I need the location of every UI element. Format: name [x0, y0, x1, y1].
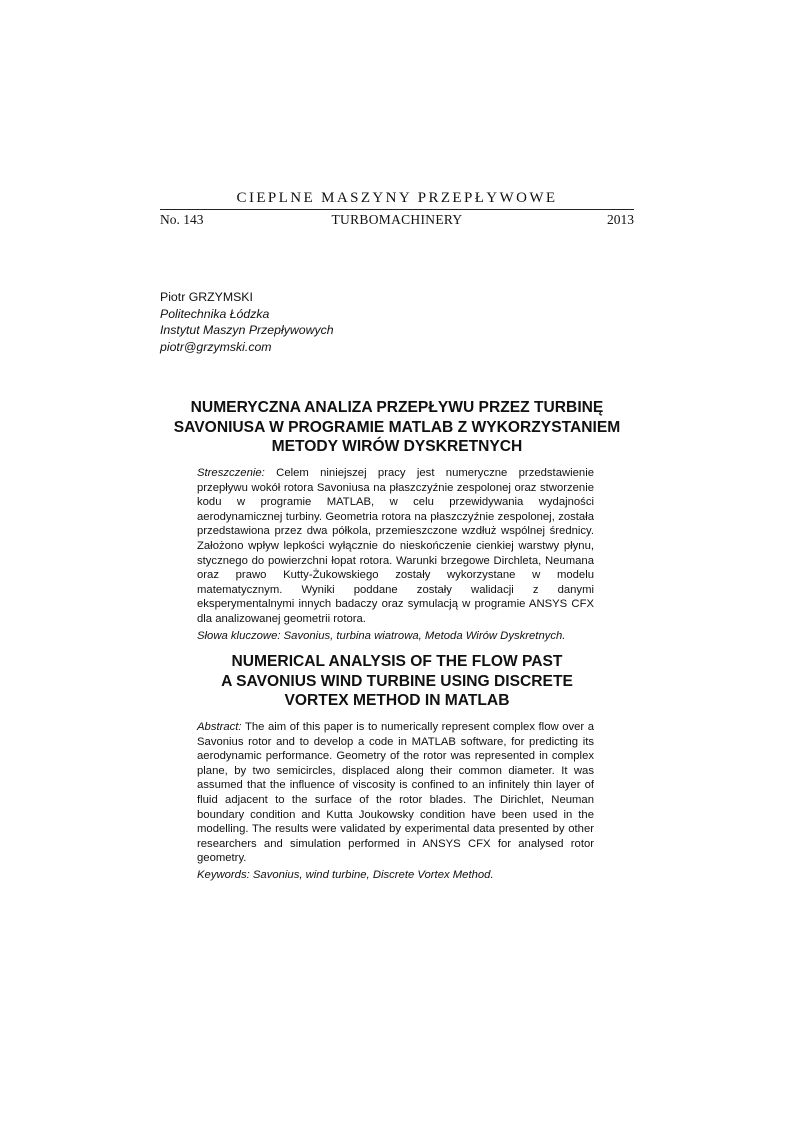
journal-subtitle: TURBOMACHINERY: [331, 212, 463, 227]
abstract-polish-text: Celem niniejszej pracy jest numeryczne przedstawienie przepływu wokół rotora Savoniusa na płaszczyźnie zespolonej oraz stworzenie kodu w programie MATLAB, w celu przewidywania wydajności aerodynamicznej turbiny. Geometria rotora na płaszczyźnie zespolonej, została przedstawiona przez dwa półkola, przemieszczone wzdłuż wspólnej średnicy. Założono wpływ lepkości wyłącznie do nieskończenie cienkiej warstwy płynu, stycznego do powierzchni łopat rotora. Warunki brzegowe Dirchleta, Neumana oraz prawo Kutty-Żukowskiego zostały wykorzystane w modelu matematycznym. Wyniki poddane zostały walidacji z danymi eksperymentalnymi innych badaczy oraz symulacją w programie ANSYS CFX dla analizowanej geometrii rotora.: [197, 467, 595, 625]
abstract-english: [197, 720, 594, 883]
author-university: Politechnika Łódzka: [160, 306, 270, 321]
title-polish: [160, 398, 634, 457]
title-polish-line: NUMERYCZNA ANALIZA PRZEPŁYWU PRZEZ TURBINĘ: [190, 399, 604, 416]
title-polish-line: SAVONIUSA W PROGRAMIE MATLAB Z WYKORZYSTANIEM: [173, 418, 621, 436]
title-english: [160, 652, 634, 711]
abstract-english-paragraph: [197, 720, 594, 866]
author-name: Piotr GRZYMSKI: [160, 290, 253, 304]
title-polish-line: METODY WIRÓW DYSKRETNYCH: [271, 438, 523, 455]
author-block: [160, 289, 334, 355]
title-english-line: VORTEX METHOD IN MATLAB: [284, 692, 510, 709]
abstract-polish-label: Streszczenie:: [197, 467, 265, 479]
abstract-english-label: Abstract:: [197, 721, 242, 733]
journal-header-line: [160, 209, 634, 228]
keywords-polish: Słowa kluczowe: Savonius, turbina wiatrowa, Metoda Wirów Dyskretnych.: [197, 629, 566, 642]
title-english-line: NUMERICAL ANALYSIS OF THE FLOW PAST: [231, 653, 563, 670]
abstract-polish-paragraph: [197, 466, 594, 627]
title-english-line: A SAVONIUS WIND TURBINE USING DISCRETE: [221, 672, 573, 690]
issue-number: No. 143: [160, 212, 204, 227]
author-email: piotr@grzymski.com: [160, 339, 272, 354]
journal-title: CIEPLNE MASZYNY PRZEPŁYWOWE: [236, 190, 558, 206]
issue-year: 2013: [607, 212, 634, 227]
keywords-english: Keywords: Savonius, wind turbine, Discrete Vortex Method.: [197, 868, 494, 881]
abstract-english-text: The aim of this paper is to numerically represent complex flow over a Savonius rotor and to develop a code in MATLAB software, for predicting its aerodynamic performance. Geometry of the rotor was represented in complex plane, by two semicircles, displaced along their common diameter. It was assumed that the influence of viscosity is confined to an infinitely thin layer of fluid adjacent to the surface of the rotor blades. The Dirichlet, Neuman boundary condition and Kutta Joukowsky condition have been used in the modelling. The results were validated by experimental data presented by other researchers and simulation performed in ANSYS CFX for analysed rotor geometry.: [197, 721, 595, 865]
author-institute: Instytut Maszyn Przepływowych: [160, 323, 334, 337]
abstract-polish: [197, 466, 594, 643]
